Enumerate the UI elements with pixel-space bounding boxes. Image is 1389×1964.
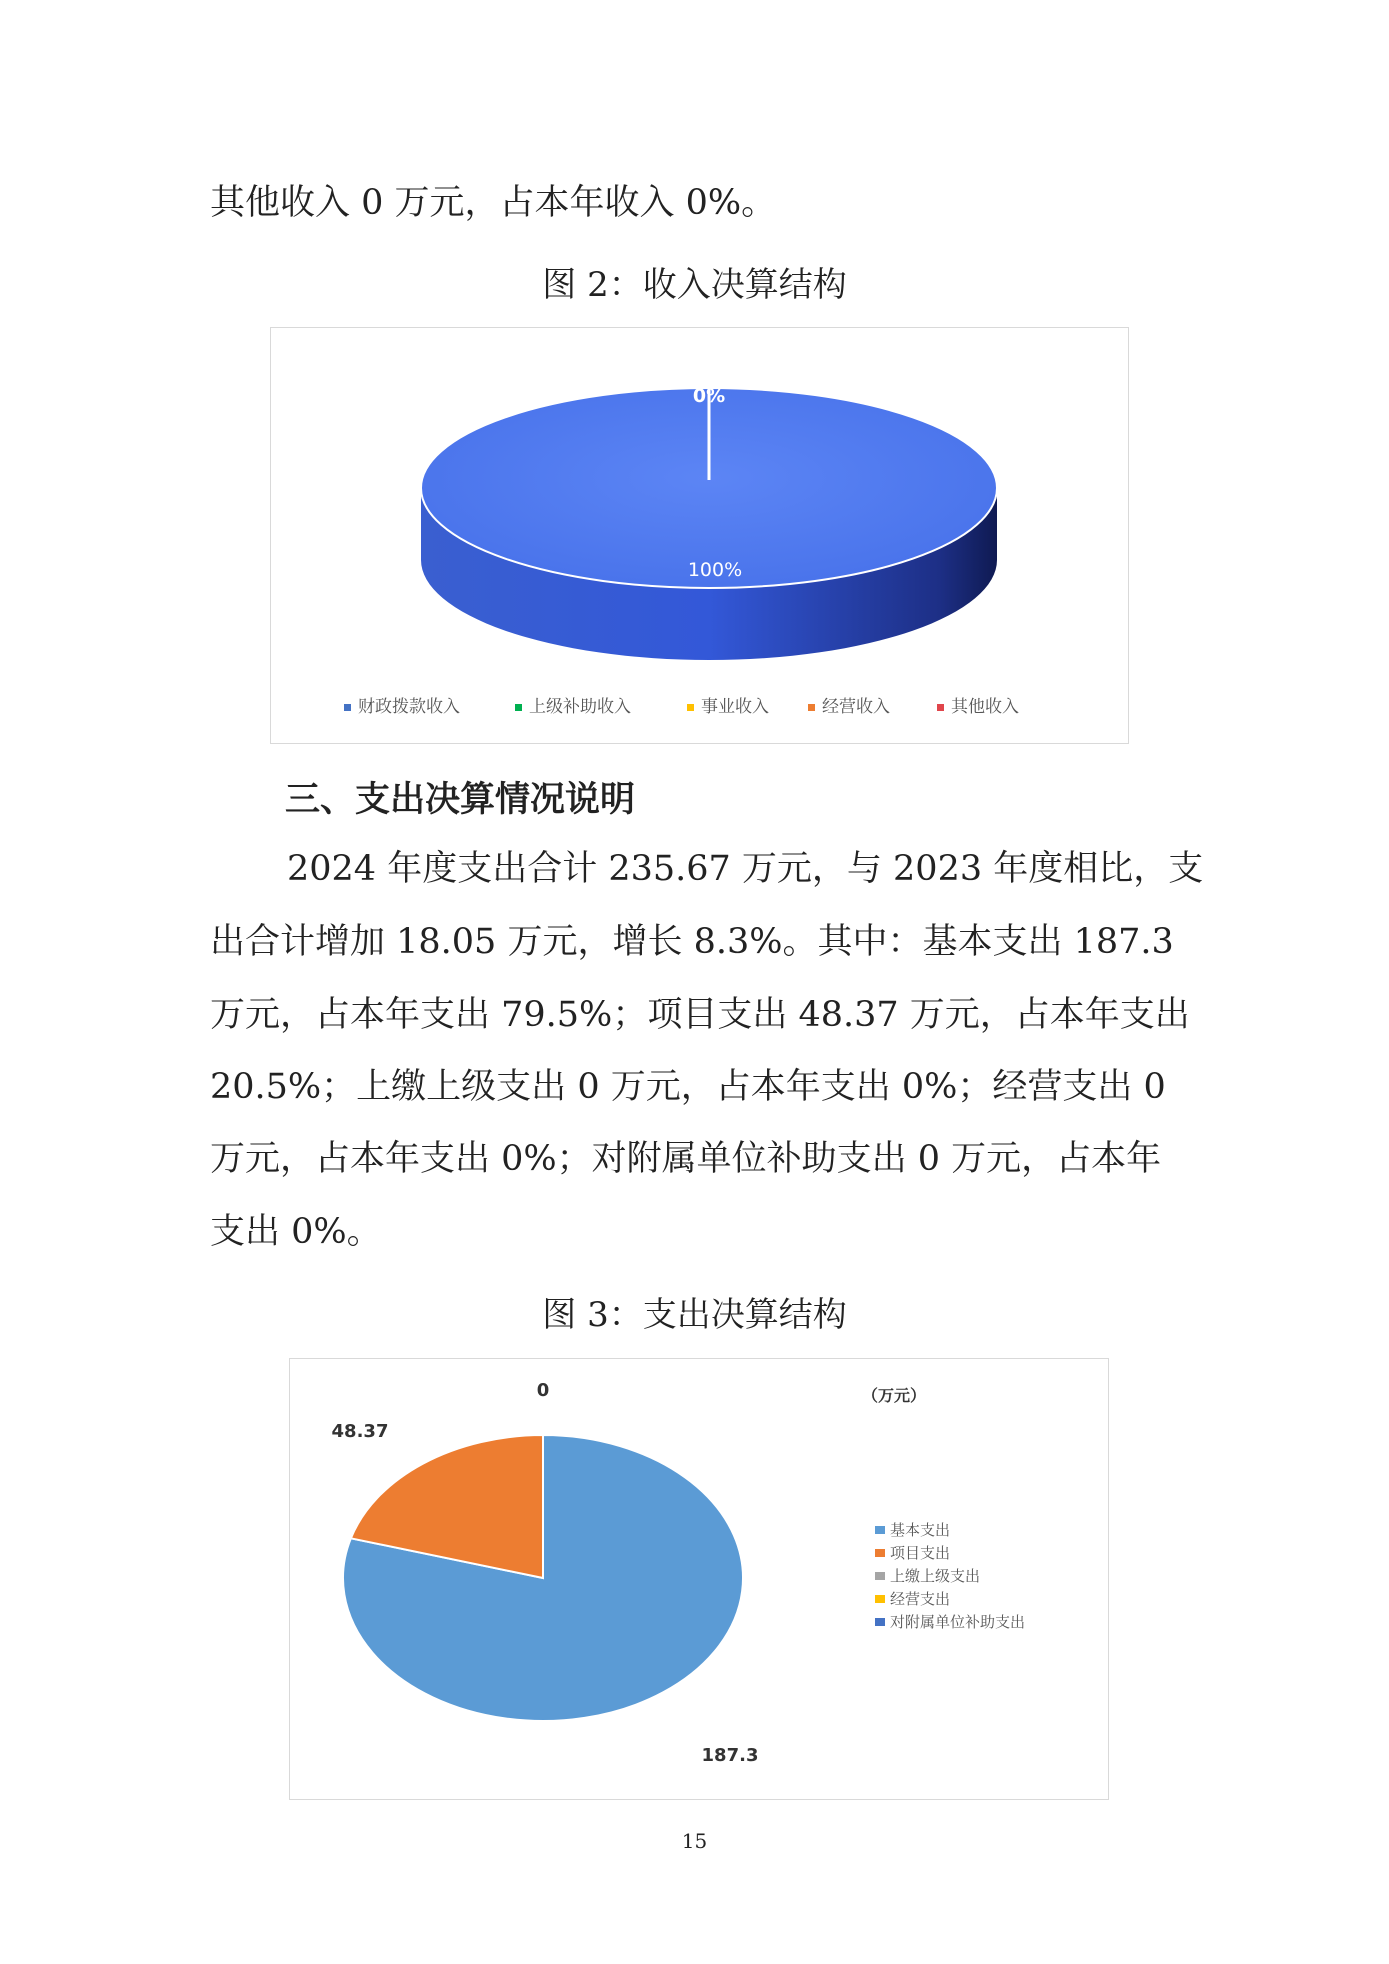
fig3-chart-frame <box>289 1358 1109 1800</box>
fig3-pie <box>343 1435 743 1721</box>
fig2-legend-label: 财政拨款收入 <box>358 697 460 717</box>
fig3-legend-swatch <box>875 1572 885 1580</box>
fig3-legend-item-对附属单位补助支出 <box>875 1613 1025 1631</box>
fig2-legend-swatch <box>808 704 815 711</box>
fig2-legend-item-上级补助收入 <box>515 697 631 717</box>
paragraph-line-3: 万元，占本年支出 79.5%；项目支出 48.37 万元，占本年支出 <box>210 995 1190 1035</box>
fig2-legend-item-经营收入 <box>808 697 890 717</box>
fig3-caption: 图 3：支出决算结构 <box>542 1295 847 1335</box>
fig3-legend-swatch <box>875 1526 885 1534</box>
fig3-legend-label: 基本支出 <box>890 1521 951 1539</box>
fig2-data-label-0pct: 0% <box>692 385 726 407</box>
fig2-legend-label: 经营收入 <box>822 697 890 717</box>
fig2-legend-label: 事业收入 <box>701 697 769 717</box>
fig3-legend-item-上缴上级支出 <box>875 1567 980 1585</box>
fig2-legend-swatch <box>344 704 351 711</box>
fig2-legend-swatch <box>687 704 694 711</box>
fig3-chart <box>290 1359 1108 1799</box>
fig2-chart-frame <box>270 327 1129 744</box>
fig2-legend <box>344 696 1019 717</box>
fig3-legend-swatch <box>875 1549 885 1557</box>
fig2-chart <box>271 328 1128 743</box>
fig2-legend-item-财政拨款收入 <box>344 697 460 717</box>
fig3-legend-swatch <box>875 1595 885 1603</box>
fig2-caption: 图 2：收入决算结构 <box>542 265 847 305</box>
fig3-legend-item-基本支出 <box>875 1521 950 1539</box>
fig2-legend-swatch <box>937 704 944 711</box>
fig3-data-label-zero: 0 <box>536 1380 550 1401</box>
paragraph-line-6: 支出 0%。 <box>210 1212 382 1252</box>
fig2-legend-label: 其他收入 <box>951 697 1019 717</box>
section-heading: 三、支出决算情况说明 <box>285 780 636 820</box>
page-number: 15 <box>681 1829 708 1853</box>
paragraph-line-2: 出合计增加 18.05 万元，增长 8.3%。其中：基本支出 187.3 <box>210 922 1174 962</box>
paragraph-top: 其他收入 0 万元，占本年收入 0%。 <box>210 183 777 223</box>
fig2-legend-label: 上级补助收入 <box>529 697 631 717</box>
fig3-legend-swatch <box>875 1618 885 1626</box>
fig2-data-label-100pct: 100% <box>687 559 743 581</box>
fig3-legend-item-项目支出 <box>875 1544 950 1562</box>
fig3-data-label-项目支出: 48.37 <box>331 1421 389 1442</box>
fig3-legend-label: 项目支出 <box>890 1544 951 1562</box>
fig3-legend-label: 经营支出 <box>890 1590 951 1608</box>
fig3-legend-label: 上缴上级支出 <box>890 1567 981 1585</box>
fig3-unit-label: （万元） <box>861 1386 927 1405</box>
fig2-legend-swatch <box>515 704 522 711</box>
fig2-legend-item-其他收入 <box>937 696 1019 717</box>
paragraph-line-5: 万元，占本年支出 0%；对附属单位补助支出 0 万元，占本年 <box>210 1139 1162 1179</box>
fig3-legend-label: 对附属单位补助支出 <box>890 1613 1026 1631</box>
fig3-legend-item-经营支出 <box>875 1590 950 1608</box>
fig2-legend-item-事业收入 <box>687 697 769 717</box>
fig3-data-label-基本支出: 187.3 <box>701 1745 759 1766</box>
paragraph-line-1: 2024 年度支出合计 235.67 万元，与 2023 年度相比，支 <box>287 849 1204 889</box>
paragraph-line-4: 20.5%；上缴上级支出 0 万元，占本年支出 0%；经营支出 0 <box>210 1067 1166 1107</box>
fig3-legend <box>875 1521 1025 1631</box>
